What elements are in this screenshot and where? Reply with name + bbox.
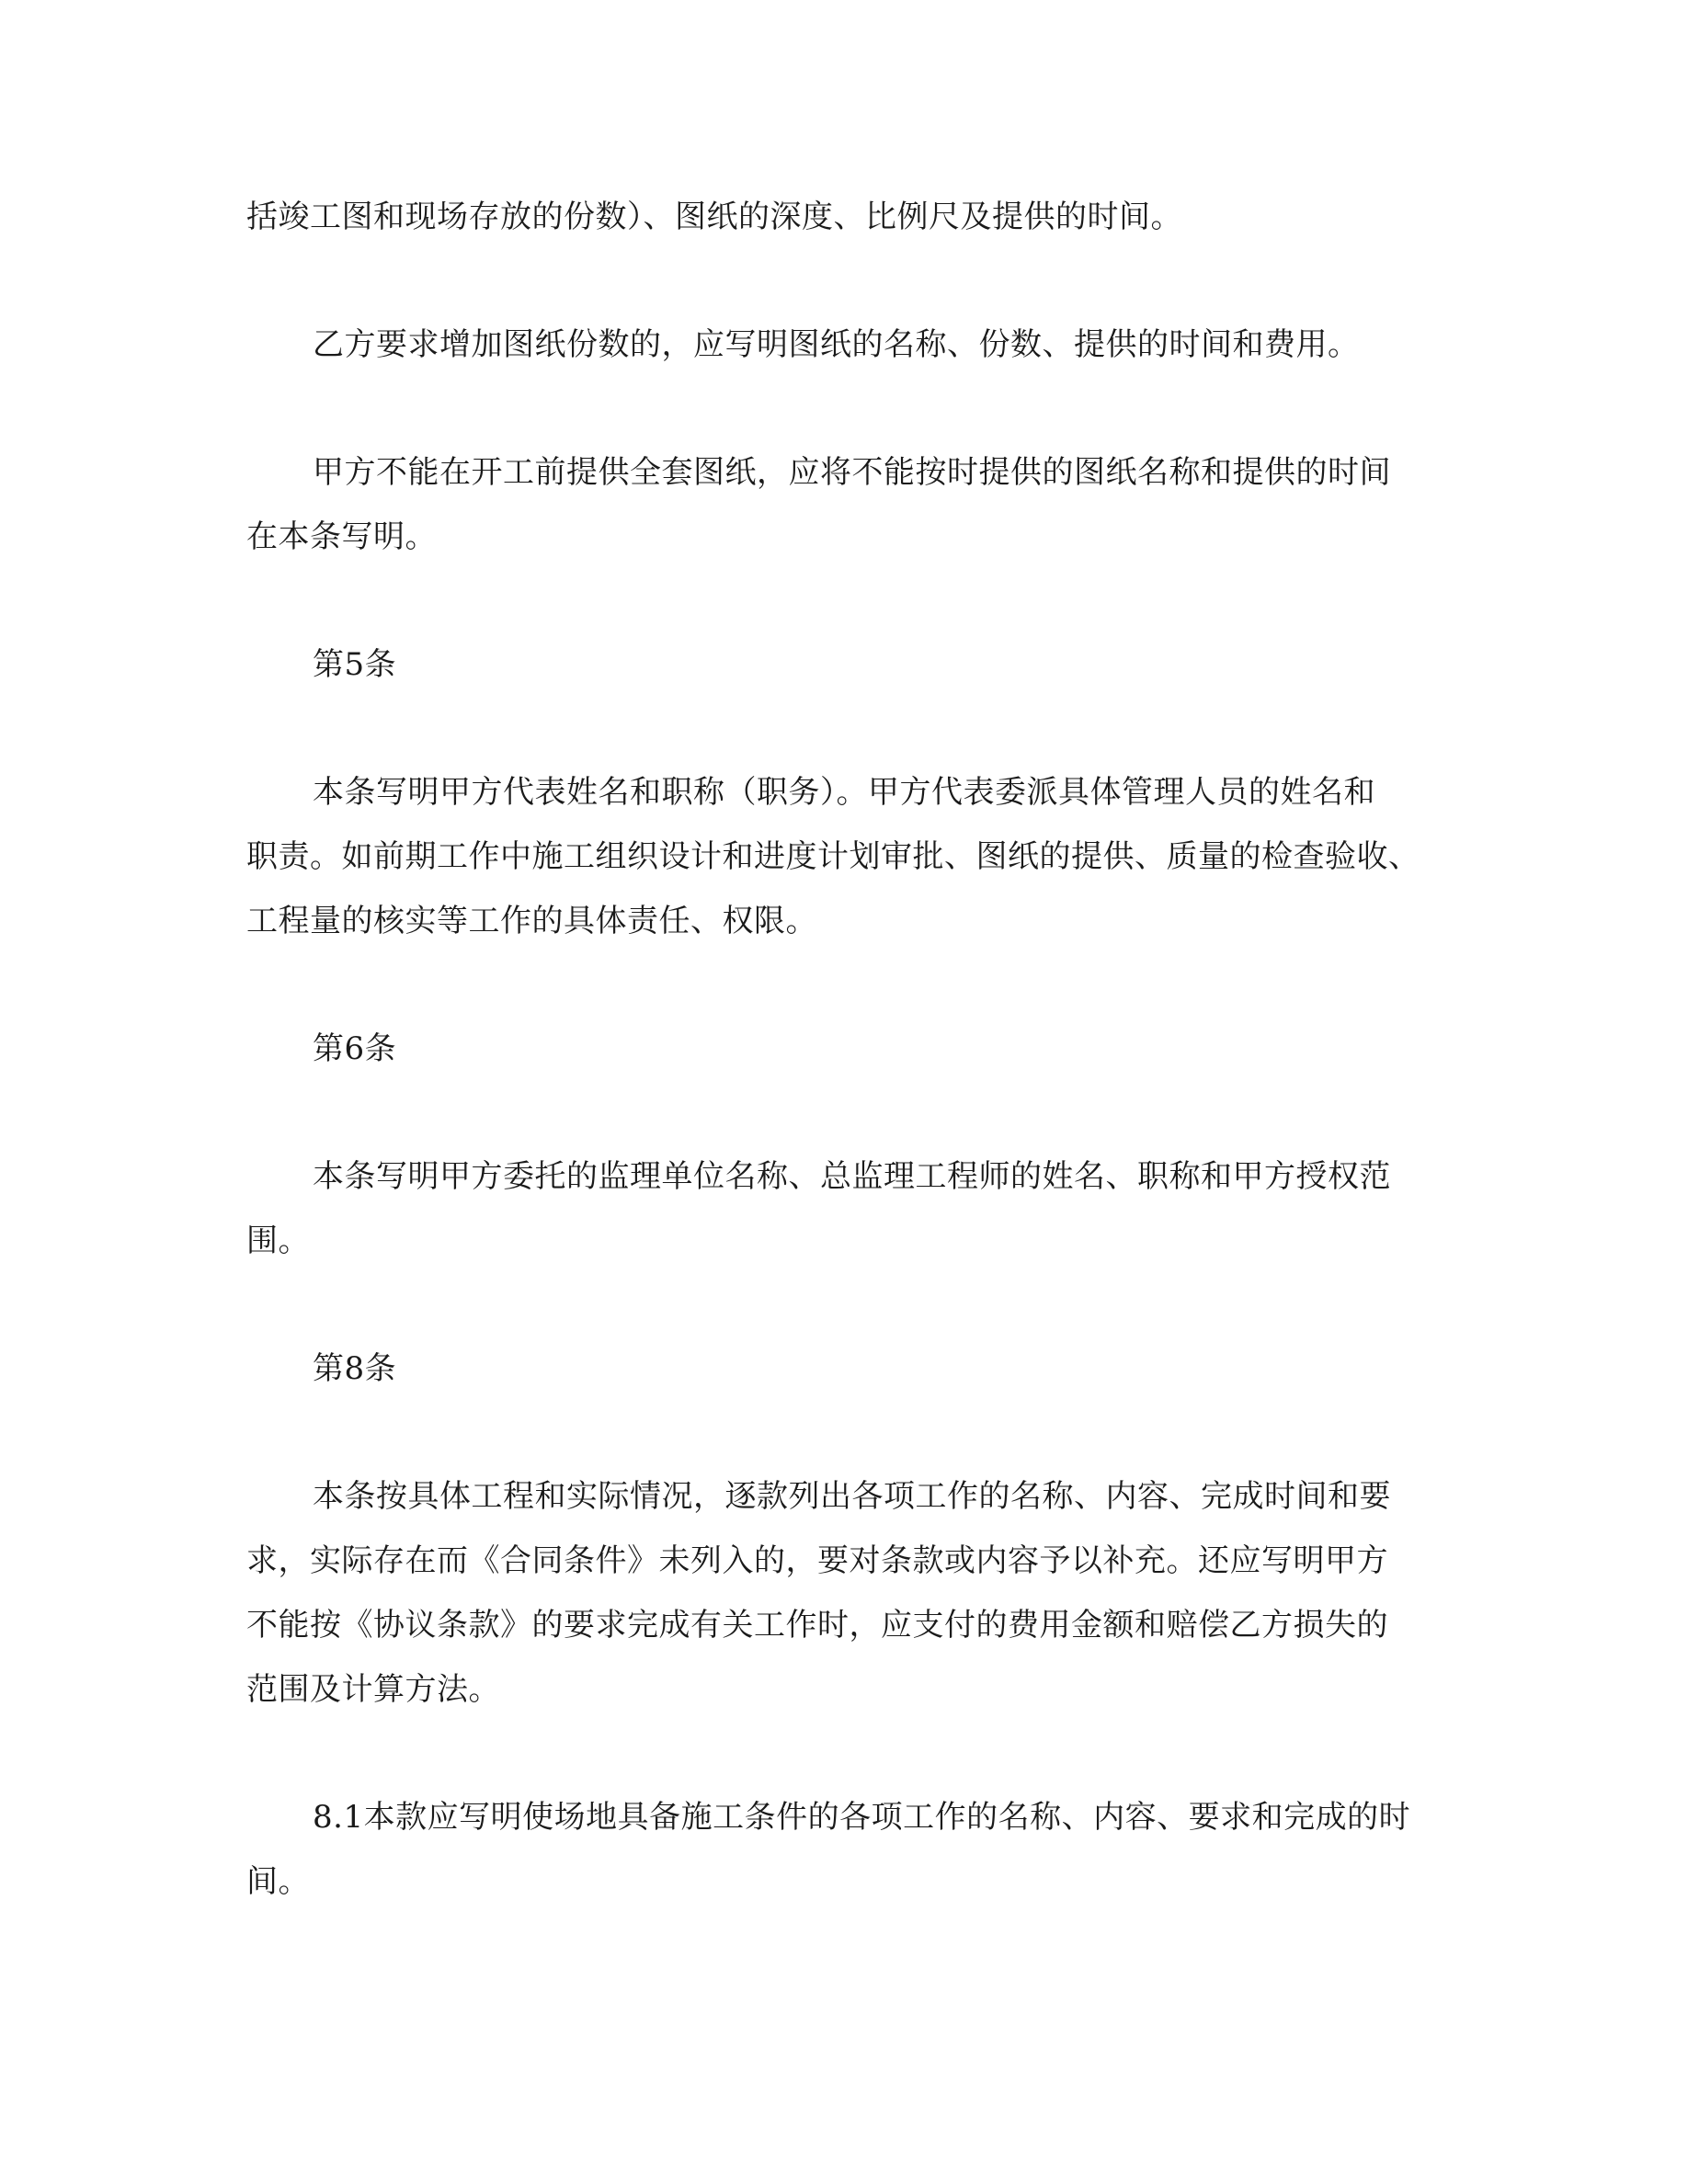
clause-8-text-line-1: 本条按具体工程和实际情况，逐款列出各项工作的名称、内容、完成时间和要 xyxy=(313,1478,1391,1515)
clause-5-text-line-1: 本条写明甲方代表姓名和职称（职务）。甲方代表委派具体管理人员的姓名和 xyxy=(313,774,1375,811)
clause-8-text-line-2: 求，实际存在而《合同条件》未列入的，要对条款或内容予以补充。还应写明甲方 xyxy=(246,1542,1388,1579)
clause-6-text-line-1: 本条写明甲方委托的监理单位名称、总监理工程师的姓名、职称和甲方授权范 xyxy=(313,1158,1391,1195)
paragraph-drawings-scope-line: 括竣工图和现场存放的份数）、图纸的深度、比例尺及提供的时间。 xyxy=(246,199,1182,235)
clause-5-text-line-2: 职责。如前期工作中施工组织设计和进度计划审批、图纸的提供、质量的检查验收、 xyxy=(246,838,1420,875)
clause-8-text-line-4: 范围及计算方法。 xyxy=(246,1671,500,1708)
clause-5-text-line-3: 工程量的核实等工作的具体责任、权限。 xyxy=(246,903,817,939)
clause-8-heading: 第8条 xyxy=(313,1350,397,1387)
paragraph-incomplete-drawings-line-2: 在本条写明。 xyxy=(246,518,437,555)
paragraph-incomplete-drawings-line-1: 甲方不能在开工前提供全套图纸，应将不能按时提供的图纸名称和提供的时间 xyxy=(313,454,1391,491)
clause-6-text-line-2: 围。 xyxy=(246,1223,310,1259)
clause-8-1-text-line-2: 间。 xyxy=(246,1863,310,1900)
clause-5-heading: 第5条 xyxy=(313,646,397,683)
paragraph-extra-drawings: 乙方要求增加图纸份数的，应写明图纸的名称、份数、提供的时间和费用。 xyxy=(313,326,1360,363)
clause-8-text-line-3: 不能按《协议条款》的要求完成有关工作时，应支付的费用金额和赔偿乙方损失的 xyxy=(246,1607,1388,1644)
clause-8-1-text-line-1: 8.1本款应写明使场地具备施工条件的各项工作的名称、内容、要求和完成的时 xyxy=(313,1799,1411,1836)
clause-6-heading: 第6条 xyxy=(313,1030,397,1067)
